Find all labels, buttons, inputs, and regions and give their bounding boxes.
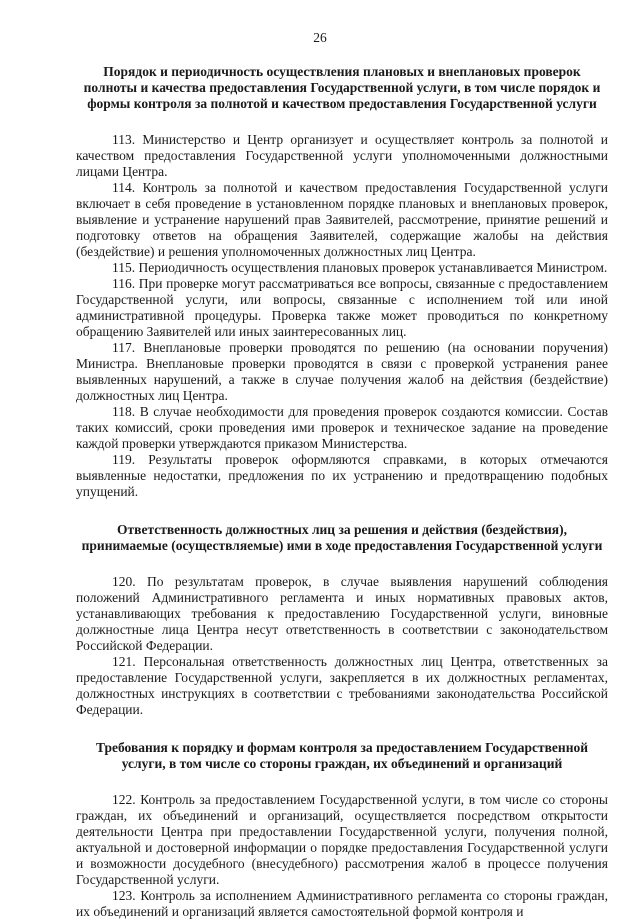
section-heading-responsibility: Ответственность должностных лиц за решения и действия (бездействия), принимаемые (осуществляемые) ими в ходе предоставления Государственной услуги: [81, 522, 603, 553]
paragraph-116: 116. При проверке могут рассматриваться все вопросы, связанные с предоставлением Государственной услуги, или вопросы, связанные с исполнением той или иной административной процедуры. Проверка также может проводиться по конкретному обращению Заявителей или иных заинтересованных лиц.: [76, 276, 608, 339]
paragraph-120: 120. По результатам проверок, в случае выявления нарушений соблюдения положений Административного регламента и иных нормативных правовых актов, устанавливающих требования к предоставлению Государственной услуги, виновные должностные лица Центра несут ответственность в соответствии с законодательством Российской Федерации.: [76, 574, 608, 653]
paragraph-118: 118. В случае необходимости для проведения проверок создаются комиссии. Состав таких комиссий, сроки проведения ими проверок и техническое задание на проведение каждой проверки утверждаются приказом Министерства.: [76, 404, 608, 451]
paragraph-123: 123. Контроль за исполнением Административного регламента со стороны граждан, их объединений и организаций является самостоятельной формой контроля и: [76, 888, 608, 919]
page-number: 26: [313, 30, 327, 45]
paragraph-117: 117. Внеплановые проверки проводятся по решению (на основании поручения) Министра. Внеплановые проверки проводятся в связи с проверкой устранения ранее выявленных нарушений, а также в случае получения жалоб на действия (бездействие) должностных лиц Центра.: [76, 340, 608, 403]
section-heading-control-requirements: Требования к порядку и формам контроля за предоставлением Государственной услуги, в том числе со стороны граждан, их объединений и организаций: [95, 740, 589, 771]
section-heading-inspections: Порядок и периодичность осуществления плановых и внеплановых проверок полноты и качества предоставления Государственной услуги, в том числе порядок и формы контроля за полнотой и качеством предоставления Государственной услуги: [83, 64, 601, 111]
paragraph-115: 115. Периодичность осуществления плановых проверок устанавливается Министром.: [112, 260, 608, 275]
document-body: [76, 64, 608, 920]
paragraph-119: 119. Результаты проверок оформляются справками, в которых отмечаются выявленные недостатки, предложения по их устранению и предотвращению подобных упущений.: [76, 452, 608, 499]
paragraph-122: 122. Контроль за предоставлением Государственной услуги, в том числе со стороны граждан, их объединений и организаций, осуществляется посредством открытости деятельности Центра при предоставлении Государственной услуги, получения полной, актуальной и достоверной информации о порядке предоставления Государственной услуги и возможности досудебного (внесудебного) рассмотрения жалоб в процессе получения Государственной услуги.: [76, 792, 608, 887]
paragraph-114: 114. Контроль за полнотой и качеством предоставления Государственной услуги включает в себя проведение в установленном порядке плановых и внеплановых проверок, выявление и устранение нарушений прав Заявителей, рассмотрение, принятие решений и подготовку ответов на обращения Заявителей, содержащие жалобы на действия (бездействие) и решения уполномоченных должностных лиц Центра.: [76, 180, 608, 259]
paragraph-113: 113. Министерство и Центр организует и осуществляет контроль за полнотой и качеством предоставления Государственной услуги уполномоченными должностными лицами Центра.: [76, 132, 608, 179]
paragraph-121: 121. Персональная ответственность должностных лиц Центра, ответственных за предоставление Государственной услуги, закрепляется в их должностных регламентах, должностных инструкциях в соответствии с требованиями законодательства Российской Федерации.: [76, 654, 608, 717]
